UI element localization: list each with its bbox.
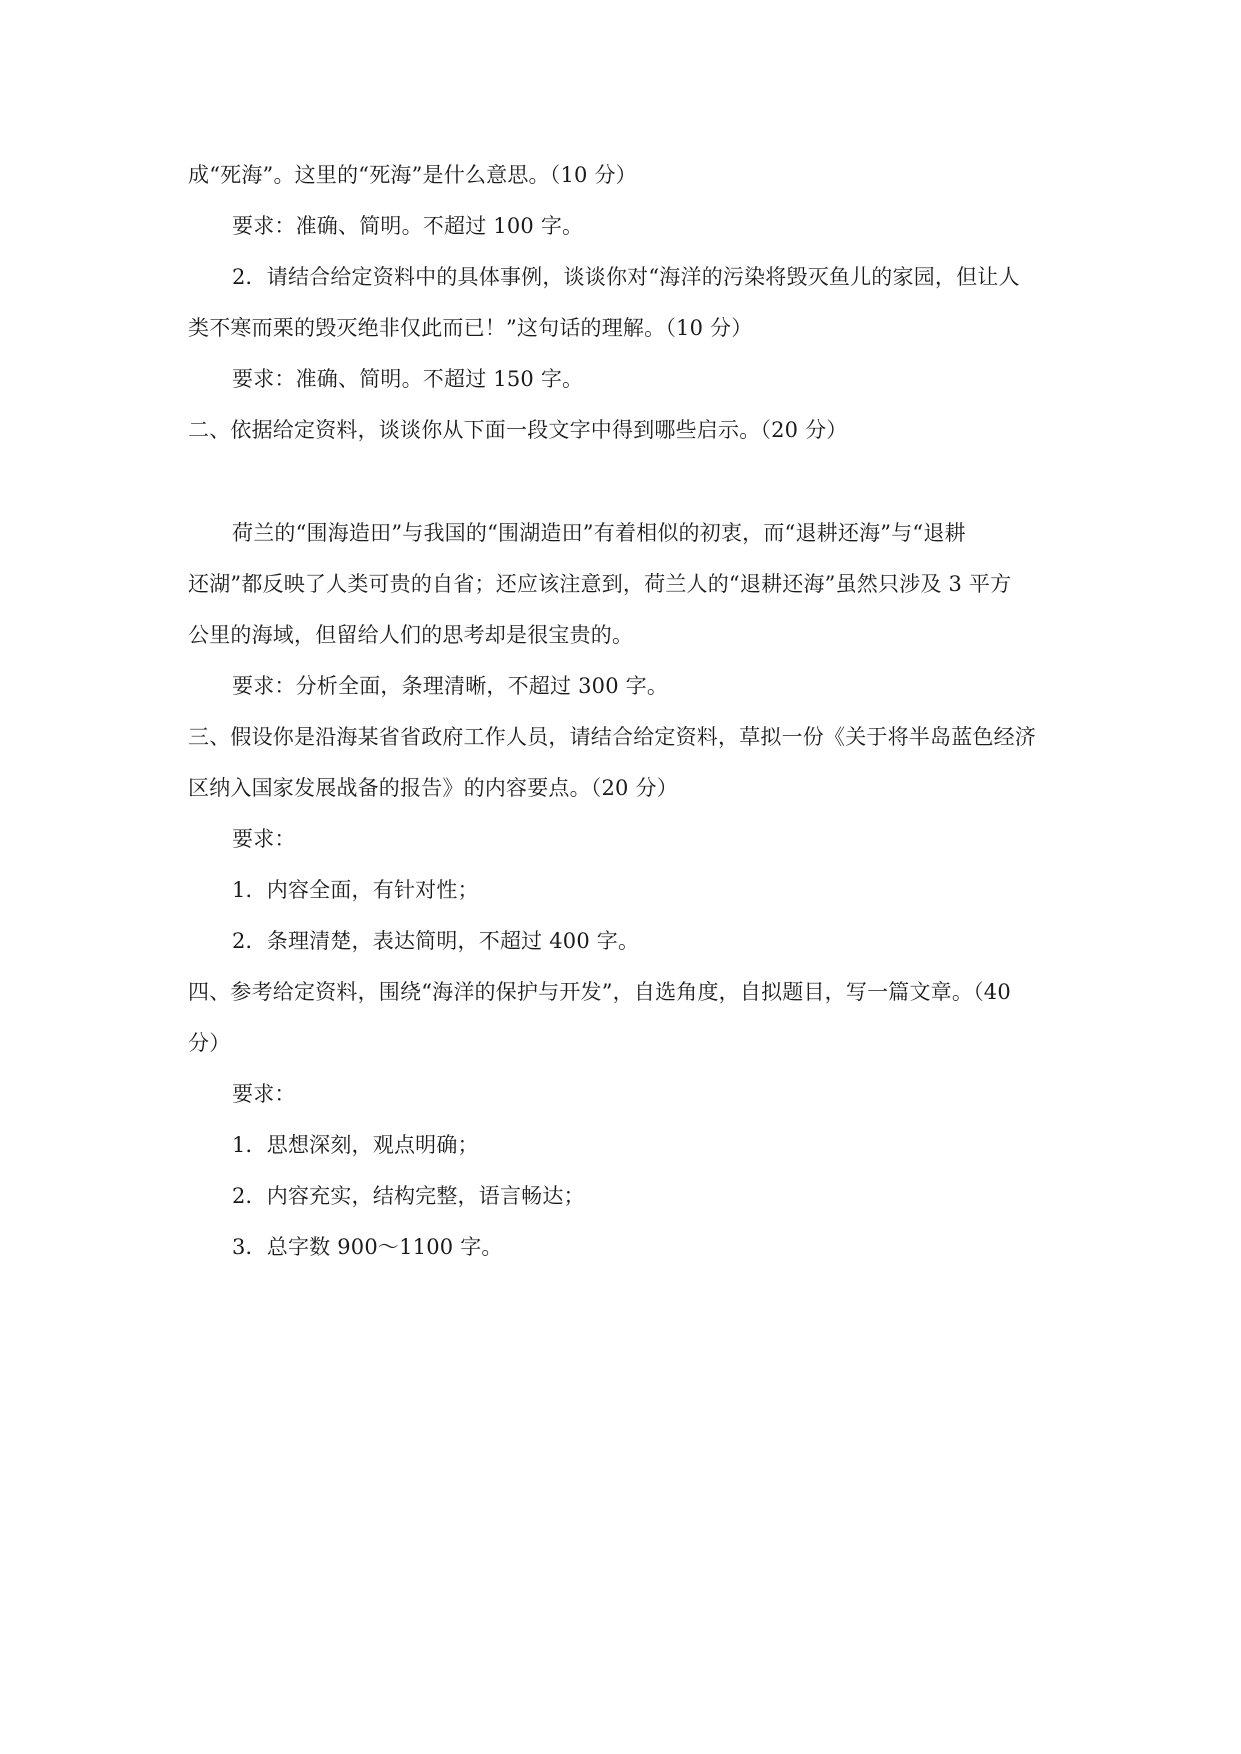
quoted-passage-line: 公里的海域，但留给人们的思考却是很宝贵的。 [188,623,634,647]
requirement-text: 要求：分析全面，条理清晰，不超过 300 字。 [232,674,669,698]
document-page [188,150,1058,1273]
requirement-text: 要求：准确、简明。不超过 100 字。 [232,214,584,238]
requirement-item: 1．内容全面，有针对性； [232,878,479,902]
requirement-item: 2．内容充实，结构完整，语言畅达； [232,1184,585,1208]
quoted-passage-line: 还湖”都反映了人类可贵的自省；还应该注意到，荷兰人的“退耕还海”虽然只涉及 3 平方 [188,572,1012,596]
question-2-heading: 二、依据给定资料，谈谈你从下面一段文字中得到哪些启示。（20 分） [188,418,848,442]
requirement-text: 要求：准确、简明。不超过 150 字。 [232,367,584,391]
requirement-item: 2．条理清楚，表达简明，不超过 400 字。 [232,929,640,953]
question-3-heading: 三、假设你是沿海某省省政府工作人员，请结合给定资料，草拟一份《关于将半岛蓝色经济 [188,725,1036,749]
question-4-heading: 四、参考给定资料，围绕“海洋的保护与开发”，自选角度，自拟题目，写一篇文章。（40 [188,980,1011,1004]
question-1-2-text: 2．请结合给定资料中的具体事例，谈谈你对“海洋的污染将毁灭鱼儿的家园，但让人 [232,265,1020,289]
requirement-label: 要求： [232,827,296,851]
question-4-heading-continuation: 分） [188,1031,231,1055]
question-3-heading-continuation: 区纳入国家发展战备的报告》的内容要点。（20 分） [188,776,678,800]
requirement-item: 1．思想深刻，观点明确； [232,1133,479,1157]
question-1-continuation: 成“死海”。这里的“死海”是什么意思。（10 分） [188,163,637,187]
question-1-2-continuation: 类不寒而栗的毁灭绝非仅此而已！”这句话的理解。（10 分） [188,316,753,340]
requirement-item: 3．总字数 900～1100 字。 [232,1235,503,1259]
quoted-passage-line: 荷兰的“围海造田”与我国的“围湖造田”有着相似的初衷，而“退耕还海”与“退耕 [232,521,966,545]
blank-spacer [188,456,1058,508]
requirement-label: 要求： [232,1082,296,1106]
